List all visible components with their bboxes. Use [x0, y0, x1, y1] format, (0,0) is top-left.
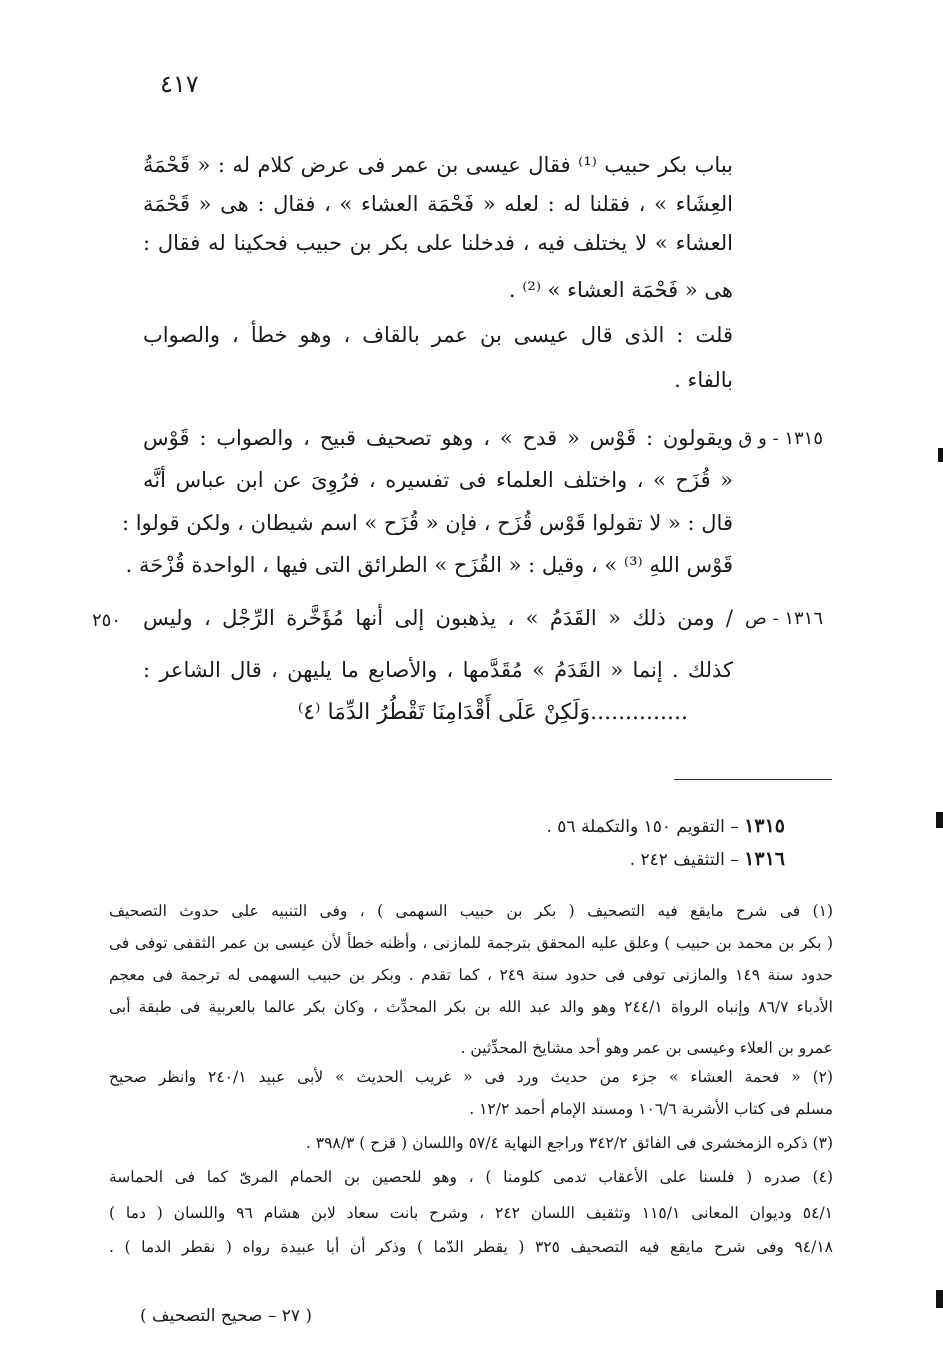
source-number: ١٣١٦ — [744, 848, 785, 870]
footnote-line: (٣) ذكره الزمخشرى فى الفائق ٣٤٢/٢ وراجع النهاية ٥٧/٤ واللسان ( قزح ) ٣٩٨/٣ . — [305, 1134, 833, 1152]
footnote-line: (١) فى شرح مايقع فيه التصحيف ( بكر بن حبيب السهمى ) ، وفى التنبيه على حدوث التصحيف — [109, 902, 833, 920]
entry-1315-line: « قُزَح » ، واختلف العلماء فى تفسيره ، فرُوِىَ عن ابن عباس أنَّه — [143, 468, 733, 492]
scan-edge-mark — [936, 1290, 943, 1308]
scan-edge-mark — [938, 448, 943, 462]
entry-1316-line: كذلك . إنما « القَدَمُ » مُقَدَّمها ، والأصابع ما يليهن ، قال الشاعر : — [143, 658, 733, 682]
source-text: – التثقيف ٢٤٢ . — [629, 850, 739, 870]
intro-line: العِشَاء » ، فقلنا له : لعله « فَحْمَة العشاء » ، فقال : هى « قَحْمَة — [143, 192, 733, 216]
entry-number-1315: ١٣١٥ - و ق — [738, 428, 823, 449]
intro-line: بالفاء . — [674, 368, 733, 392]
source-line — [546, 815, 785, 837]
entry-1315-line: قَوْس اللهِ ⁽³⁾ » ، وقيل : « القُزَح » الطرائق التى فيها ، الواحدة قُزْحَة . — [125, 553, 733, 577]
footnote-line: عمرو بن العلاء وعيسى بن عمر وهو أحد مشايخ المحدِّثين . — [460, 1039, 833, 1057]
footnote-line: ٥٤/١ وديوان المعانى ١١٥/١ وتثقيف اللسان ٢٤٢ ، وشرح بانت سعاد لابن هشام ٩٦ واللسان ( دما ) — [109, 1204, 833, 1222]
intro-line: قلت : الذى قال عيسى بن عمر بالقاف ، وهو خطأ ، والصواب — [143, 323, 733, 347]
source-line — [630, 848, 785, 870]
source-text: – التقويم ١٥٠ والتكملة ٥٦ . — [546, 817, 739, 837]
footnote-line: ٩٤/١٨ وفى شرح مايقع فيه التصحيف ٣٢٥ ( يقطر الدّما ) وذكر أن أبا عبيدة رواه ( نقطر الدما ) . — [109, 1238, 833, 1256]
footnote-line: مسلم فى كتاب الأشربة ١٠٦/٦ ومسند الإمام أحمد ١٢/٢ . — [469, 1100, 833, 1118]
poetry-verse: ..............وَلَكِنْ عَلَى أَقْدَامِنَا تَقْطُرُ الدِّمَا ⁽٤⁾ — [297, 700, 688, 725]
entry-1315-line: قال : « لا تقولوا قَوْس قُزَح ، فإن « قُزَح » اسم شيطان ، ولكن قولوا : — [121, 511, 733, 535]
footnote-separator — [674, 779, 832, 780]
entry-1316-line: / ومن ذلك « القَدَمُ » ، يذهبون إلى أنها مُؤَخَّرة الرِّجْل ، وليس — [143, 606, 733, 630]
page-footer: ( ٢٧ – صحيح التصحيف ) — [140, 1306, 313, 1326]
entry-1315-line: ويقولون : قَوْس « قدح » ، وهو تصحيف قبيح ، والصواب : قَوْس — [143, 426, 733, 450]
page-number: ٤١٧ — [160, 70, 199, 98]
footnote-line: (٤) صدره ( فلسنا على الأعقاب تدمى كلومنا ) ، وهو للحصين بن الحمام المرىّ كما فى الحماسة — [109, 1168, 833, 1186]
source-number: ١٣١٥ — [744, 815, 785, 837]
footnote-line: حدود سنة ١٤٩ والمازنى توفى فى حدود سنة ٢٤٩ ، كما تقدم . وبكر بن حبيب السهمى له ترجمة فى معجم — [109, 966, 834, 984]
entry-number-1316: ١٣١٦ - ص — [745, 608, 823, 629]
footnote-line: (٢) « فحمة العشاء » جزء من حديث ورد فى « غريب الحديث » لأبى عبيد ٢٤٠/١ وانظر صحيح — [109, 1068, 834, 1086]
footnote-line: ( بكر بن محمد بن حبيب ) وعلق عليه المحقق بترجمة للمازنى ، وأظنه خطأ لأن عيسى بن عمر الثقفى توفى فى — [109, 934, 833, 952]
intro-line: العشاء » لا يختلف فيه ، فدخلنا على بكر بن حبيب فحكينا له فقال : — [143, 231, 733, 255]
footnote-line: الأدباء ٨٦/٧ وإنباه الرواة ٢٤٤/١ وهو والد عبد الله بن بكر المحدِّث ، وكان بكر عالما بالعربية فى طبقة أبى — [109, 998, 833, 1016]
intro-line: هى « فَحْمَة العشاء » ⁽²⁾ . — [508, 278, 733, 302]
scan-edge-mark — [936, 812, 943, 828]
intro-line: بباب بكر حبيب ⁽¹⁾ فقال عيسى بن عمر فى عرض كلام له : « قَحْمَةُ — [143, 153, 734, 177]
margin-page-number: ٢٥٠ — [92, 610, 122, 631]
